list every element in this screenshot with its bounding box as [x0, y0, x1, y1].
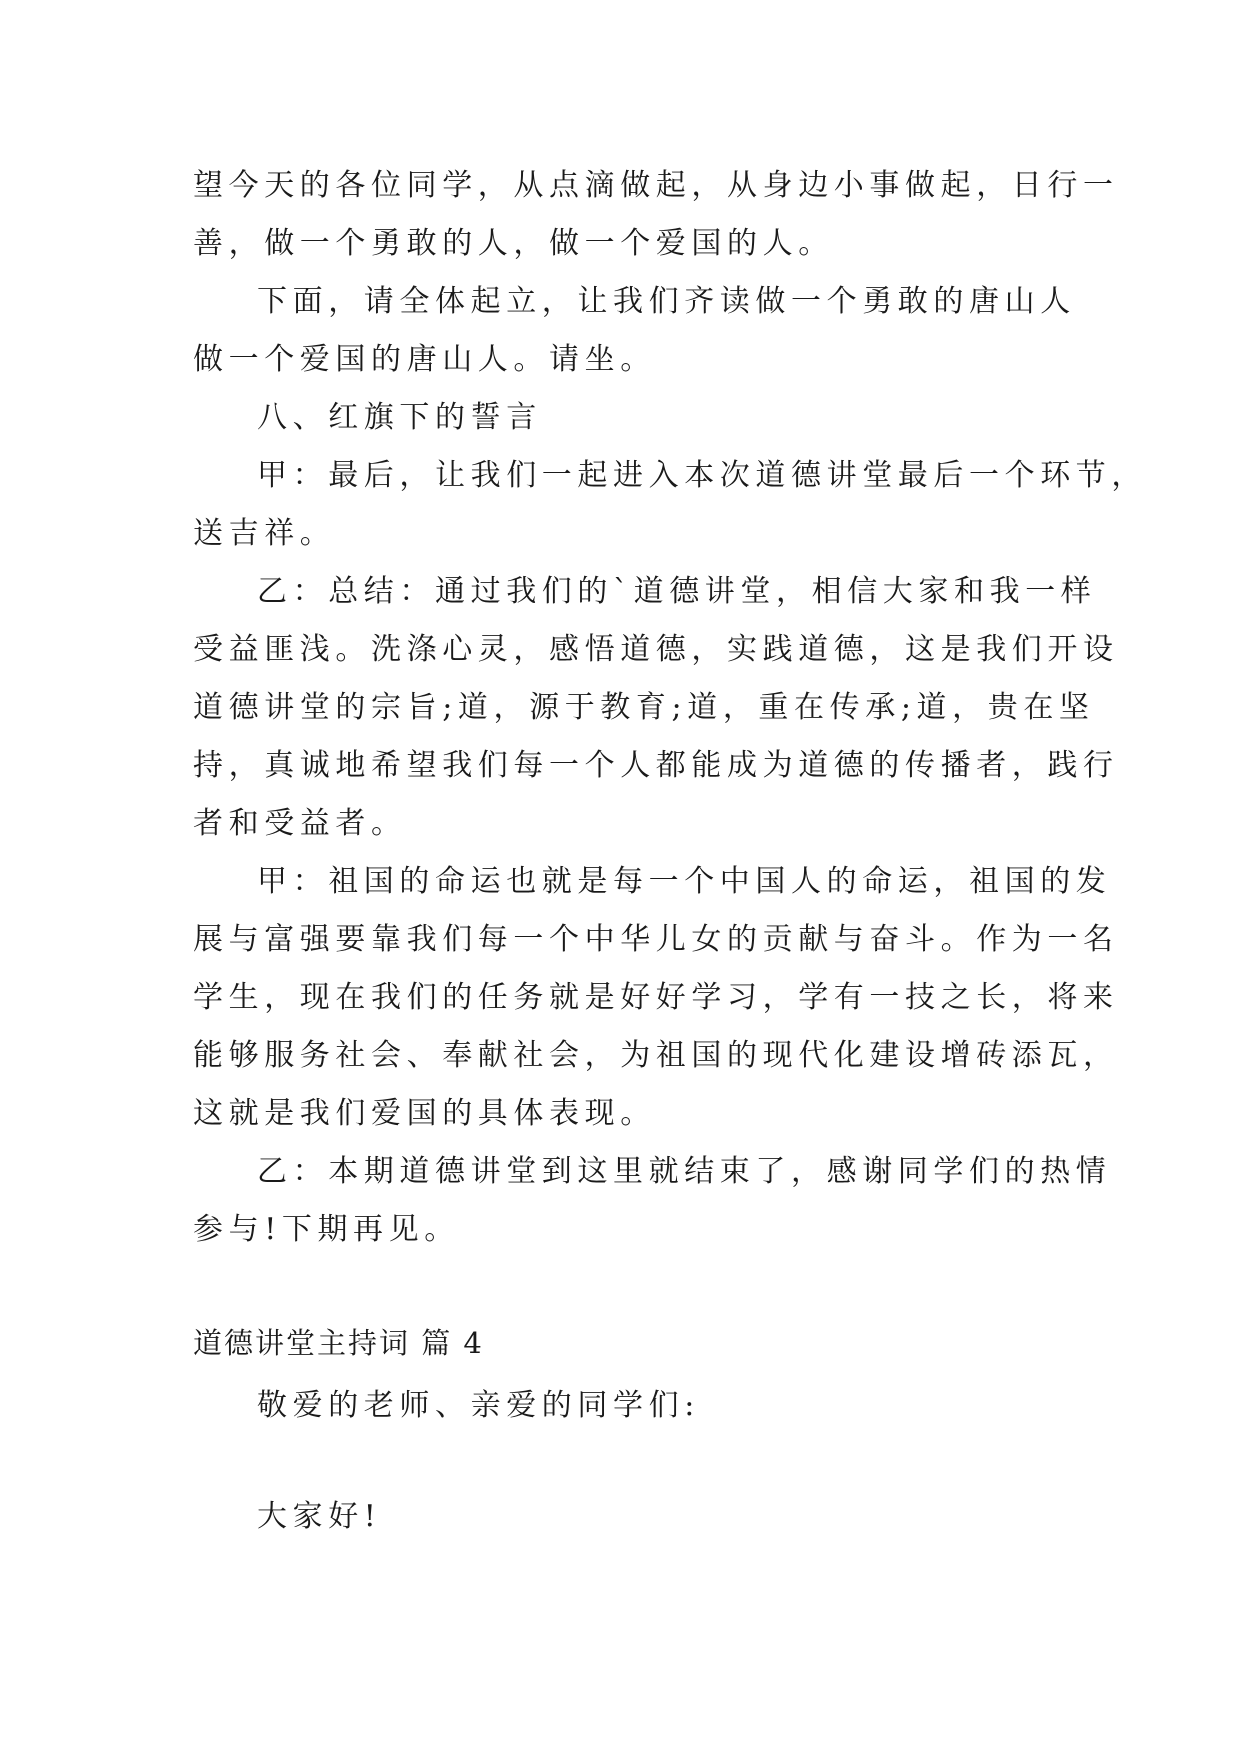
paragraph-line: 送吉祥。 — [193, 516, 336, 551]
salutation: 大家好! — [257, 1499, 382, 1534]
paragraph-line: 望今天的各位同学，从点滴做起，从身边小事做起，日行一 — [193, 168, 1119, 203]
section-heading: 道德讲堂主持词 篇 4 — [193, 1326, 484, 1360]
paragraph-line: 参与!下期再见。 — [193, 1212, 460, 1247]
paragraph-line: 者和受益者。 — [193, 806, 407, 841]
paragraph-line: 学生，现在我们的任务就是好好学习，学有一技之长，将来 — [193, 980, 1119, 1015]
paragraph-line: 甲：最后，让我们一起进入本次道德讲堂最后一个环节， — [257, 458, 1147, 493]
paragraph-line: 道德讲堂的宗旨;道，源于教育;道，重在传承;道，贵在坚 — [193, 690, 1095, 725]
paragraph-line: 这就是我们爱国的具体表现。 — [193, 1096, 656, 1131]
paragraph-line: 善，做一个勇敢的人，做一个爱国的人。 — [193, 226, 834, 261]
paragraph-line: 受益匪浅。洗涤心灵，感悟道德，实践道德，这是我们开设 — [193, 632, 1119, 667]
paragraph-line: 乙：总结：通过我们的`道德讲堂，相信大家和我一样 — [257, 574, 1097, 609]
paragraph-line: 展与富强要靠我们每一个中华儿女的贡献与奋斗。作为一名 — [193, 922, 1119, 957]
body-text — [193, 157, 1147, 1259]
paragraph-line: 做一个爱国的唐山人。请坐。 — [193, 342, 656, 377]
greeting: 敬爱的老师、亲爱的同学们: — [257, 1388, 700, 1423]
paragraph-line: 八、红旗下的誓言 — [257, 400, 542, 435]
paragraph-line: 下面，请全体起立，让我们齐读做一个勇敢的唐山人 — [257, 284, 1076, 319]
paragraph-line: 乙：本期道德讲堂到这里就结束了，感谢同学们的热情 — [257, 1154, 1112, 1189]
paragraph-line: 能够服务社会、奉献社会，为祖国的现代化建设增砖添瓦， — [193, 1038, 1119, 1073]
paragraph-line: 持，真诚地希望我们每一个人都能成为道德的传播者，践行 — [193, 748, 1119, 783]
paragraph-line: 甲：祖国的命运也就是每一个中国人的命运，祖国的发 — [257, 864, 1112, 899]
